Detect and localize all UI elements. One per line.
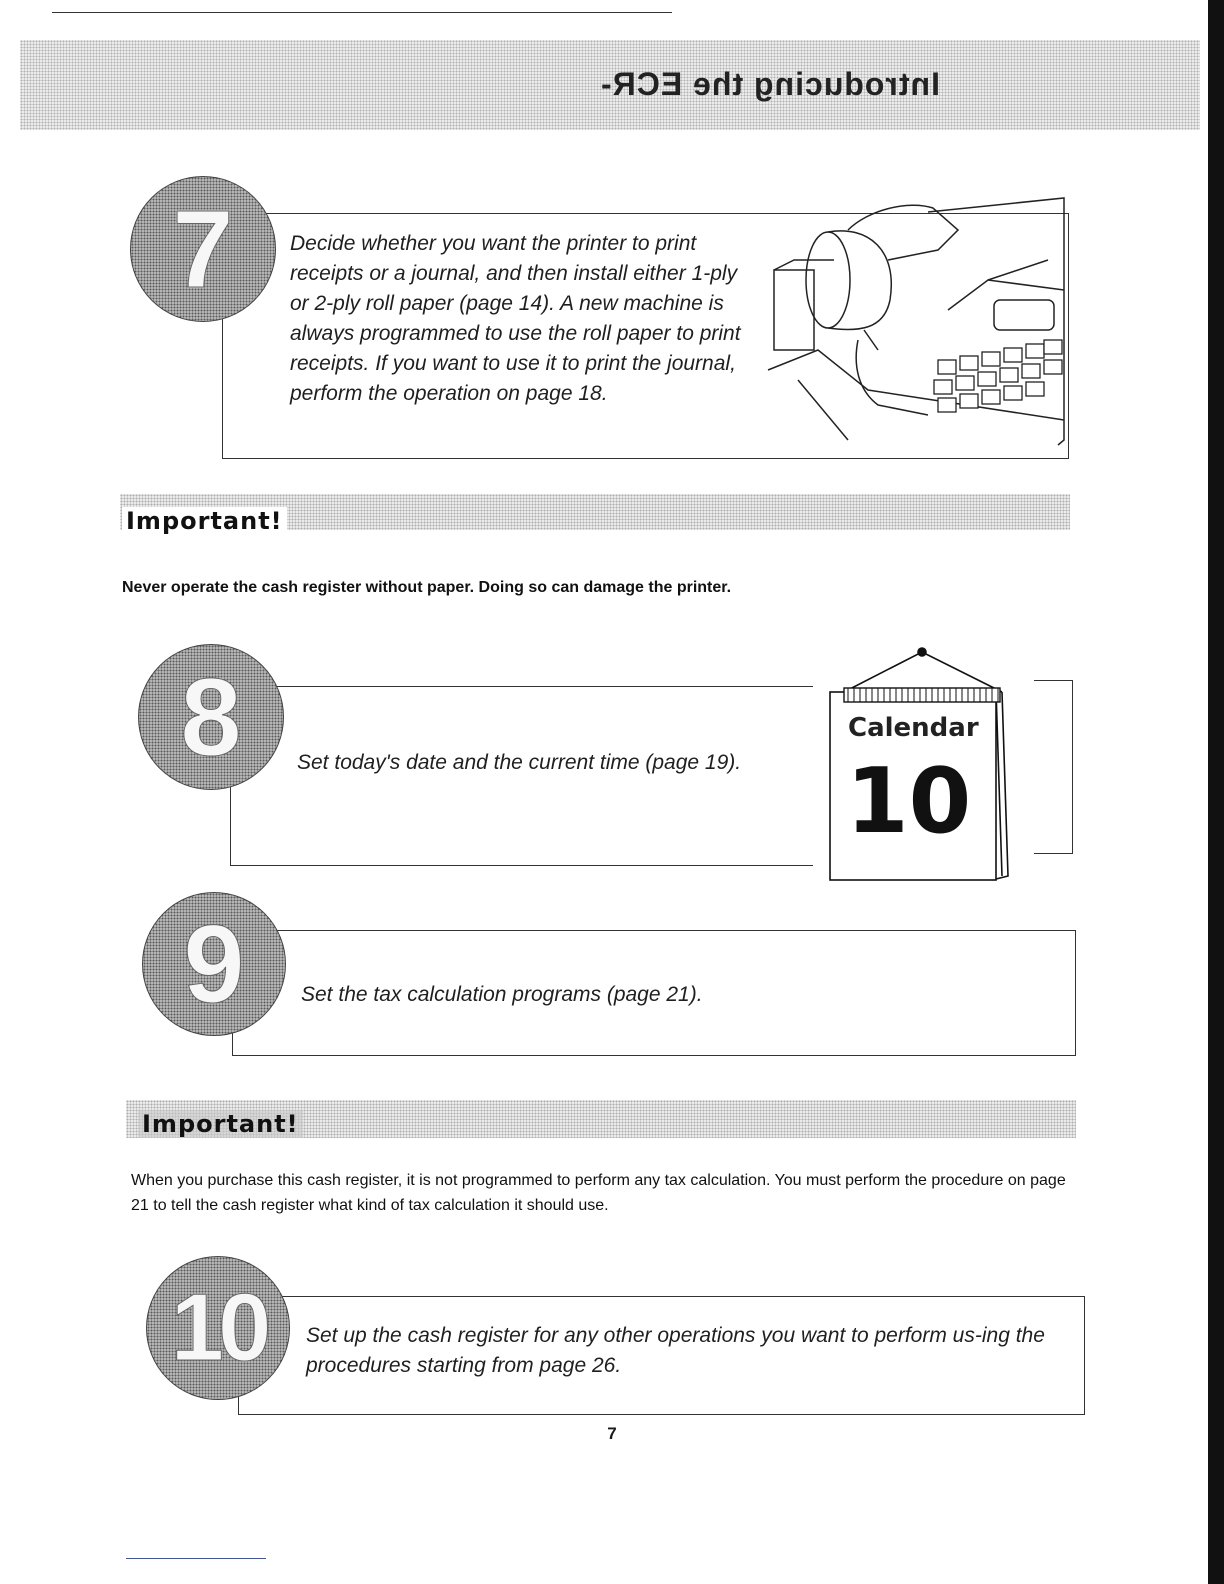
- important-1-label: Important!: [122, 507, 287, 535]
- step-9-text: Set the tax calculation programs (page 21).: [301, 983, 703, 1006]
- step-10-number-circle: [146, 1256, 290, 1400]
- calendar-number: 10: [846, 749, 972, 854]
- calendar-word: Calendar: [848, 713, 979, 743]
- step-7-number-circle: [130, 176, 276, 322]
- scan-edge: [1208, 0, 1224, 1584]
- step-10-number: 10: [170, 1274, 266, 1381]
- page-header-title: Introducing the ECR-: [600, 66, 940, 102]
- step-10-text: Set up the cash register for any other operations you want to perform us-ing the procedures starting from page 26.: [306, 1324, 1045, 1377]
- important-1-text: Never operate the cash register without paper. Doing so can damage the printer.: [122, 579, 732, 596]
- important-2-label: Important!: [138, 1110, 303, 1138]
- step-8-number-circle: [138, 644, 284, 790]
- step-7-text: Decide whether you want the printer to print receipts or a journal, and then install either 1-ply or 2-ply roll paper (page 14). A new machine is always programmed to use the roll paper to print receipts. If you want to use it to print the journal, perform the operation on page 18.: [290, 232, 741, 405]
- step-8-number: 8: [180, 655, 242, 779]
- step-9-number: 9: [183, 902, 245, 1026]
- page-number: 7: [607, 1424, 617, 1443]
- calendar-illustration: [826, 644, 1020, 884]
- important-2-text: When you purchase this cash register, it is not programmed to perform any tax calculation. You must perform the procedure on page 21 to tell the cash register what kind of tax calculation it should use.: [131, 1172, 1066, 1214]
- step-9-number-circle: [142, 892, 286, 1036]
- top-rule: [52, 12, 672, 13]
- step-8-text: Set today's date and the current time (page 19).: [297, 751, 742, 774]
- step-8-box-right-edge: [1034, 680, 1073, 854]
- step-7-number: 7: [172, 187, 234, 311]
- printer-illustration: [758, 190, 1068, 450]
- bottom-rule: [126, 1558, 266, 1559]
